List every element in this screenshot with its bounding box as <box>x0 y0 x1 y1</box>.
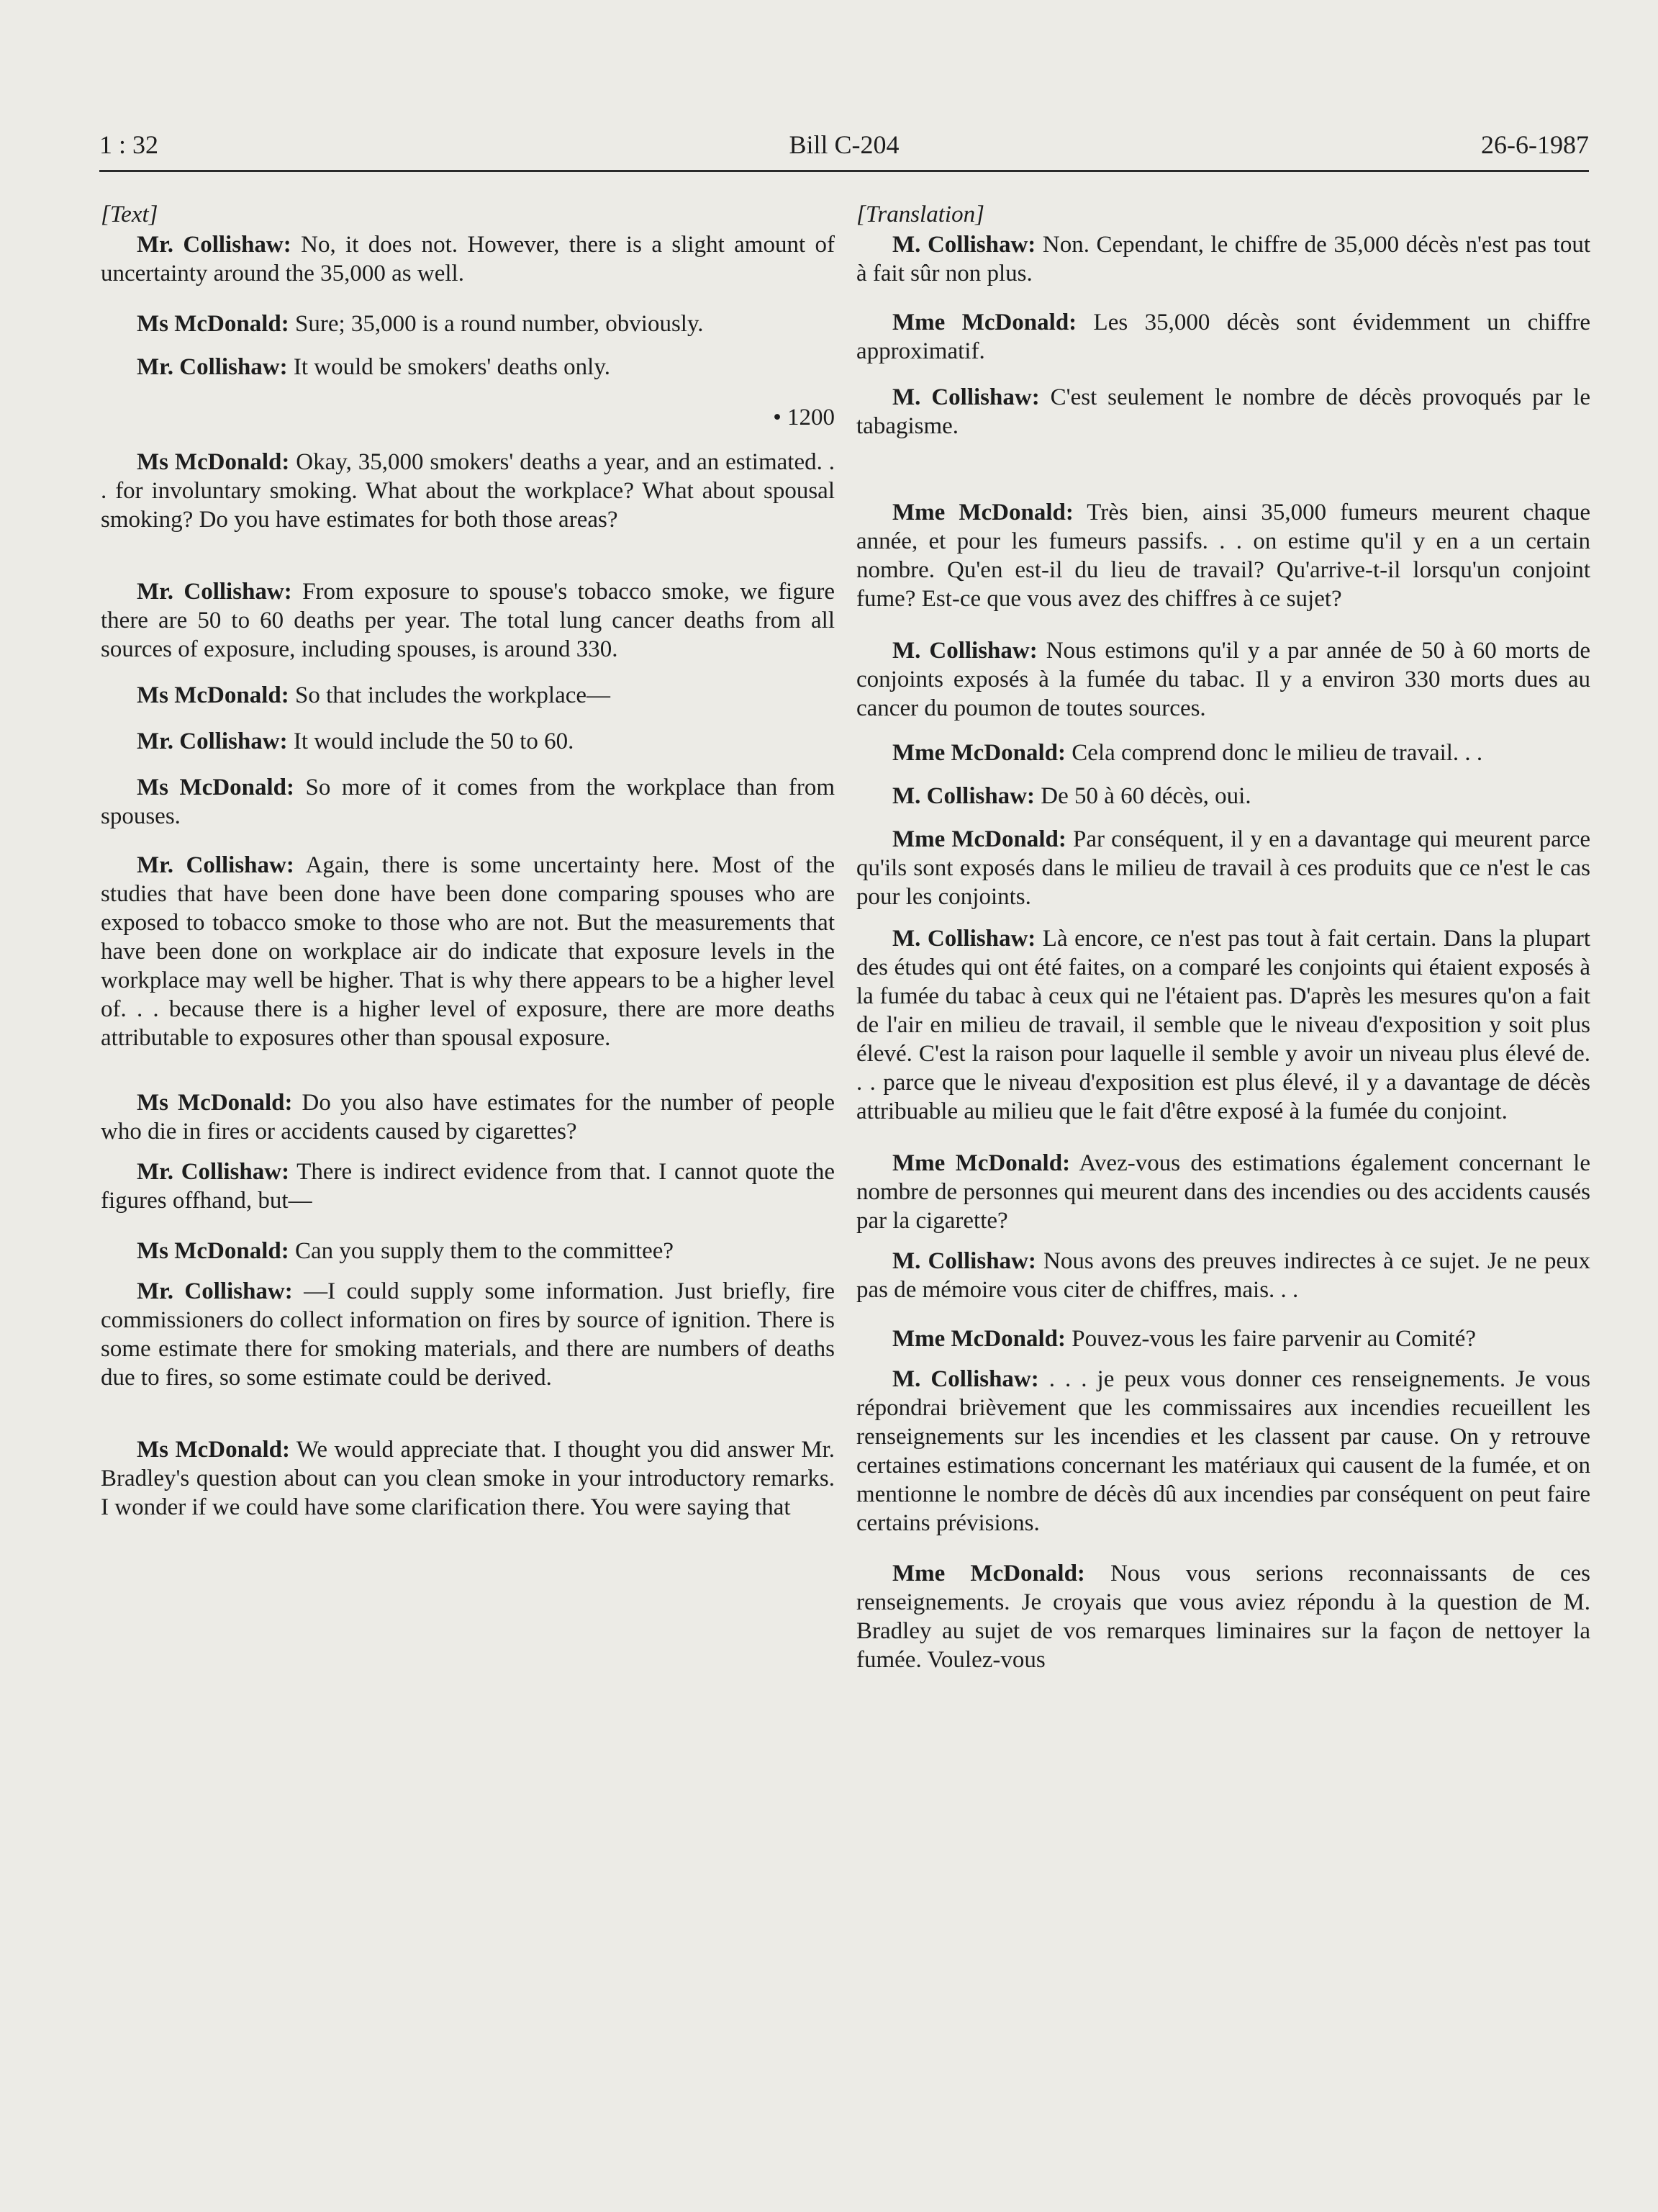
speaker-name: M. Collishaw: <box>892 1366 1039 1392</box>
speaker-name: Ms McDonald: <box>137 449 290 475</box>
speech-text: No, it does not. However, there is a slight amount of uncertainty around the 35,000 as well. <box>101 232 835 286</box>
header-rule <box>99 170 1589 172</box>
speech-text: Nous vous serions reconnaissants de ces renseignements. Je croyais que vous aviez répondu à la question de M. Bradley au sujet de vos remarques liminaires sur la façon de nettoyer la fumée. Voulez-vous <box>856 1561 1590 1673</box>
speaker-name: Mme McDonald: <box>892 1326 1066 1352</box>
speech-paragraph <box>856 230 1590 288</box>
speech-paragraph <box>856 924 1590 1126</box>
speaker-name: Ms McDonald: <box>137 775 295 800</box>
section-label-translation: [Translation] <box>856 202 984 227</box>
speech-text: From exposure to spouse's tobacco smoke, we figure there are 50 to 60 deaths per year. The total lung cancer deaths from all sources of exposure, including spouses, is around 330. <box>101 579 835 662</box>
speech-paragraph <box>101 727 835 756</box>
speaker-name: Mme McDonald: <box>892 310 1077 335</box>
speaker-name: Mr. Collishaw: <box>137 852 294 878</box>
speaker-name: Mme McDonald: <box>892 740 1066 766</box>
speech-paragraph <box>856 739 1590 767</box>
french-column <box>856 200 1590 2187</box>
page-number: 1 : 32 <box>99 130 159 159</box>
speech-paragraph <box>101 1237 835 1265</box>
speech-paragraph <box>101 577 835 664</box>
speech-paragraph <box>101 448 835 534</box>
speech-text: Sure; 35,000 is a round number, obviously. <box>289 311 704 337</box>
speech-paragraph <box>856 498 1590 613</box>
speech-paragraph <box>101 1435 835 1522</box>
speaker-name: Mr. Collishaw: <box>137 1278 293 1304</box>
speaker-name: Ms McDonald: <box>137 311 289 337</box>
speech-text: Okay, 35,000 smokers' deaths a year, and an estimated. . . for involuntary smoking. What about the workplace? What about spousal smoking? Do you have estimates for both those areas? <box>101 449 835 533</box>
speaker-name: M. Collishaw: <box>892 232 1036 258</box>
speaker-name: Ms McDonald: <box>137 1090 293 1116</box>
speech-text: Non. Cependant, le chiffre de 35,000 décès n'est pas tout à fait sûr non plus. <box>856 232 1590 286</box>
speaker-name: Mr. Collishaw: <box>137 1159 290 1185</box>
speech-paragraph <box>856 383 1590 441</box>
speech-text: Again, there is some uncertainty here. Most of the studies that have been done have been done comparing spouses who are exposed to tobacco smoke to those who are not. But the measurements that have been done on workplace air do indicate that exposure levels in the workplace may well be higher. That is why there appears to be a higher level of. . . because there is a higher level of exposure, there are more deaths attributable to exposures other than spousal exposure. <box>101 852 835 1051</box>
speech-paragraph <box>856 636 1590 723</box>
speaker-name: M. Collishaw: <box>892 926 1036 952</box>
speaker-name: Ms McDonald: <box>137 1437 290 1463</box>
speech-text: Très bien, ainsi 35,000 fumeurs meurent chaque année, et pour les fumeurs passifs. . . on estime qu'il y en a un certain nombre. Qu'en est-il du lieu de travail? Qu'arrive-t-il lorsqu'un conjoint fume? Est-ce que vous avez des chiffres à ce sujet? <box>856 500 1590 612</box>
speaker-name: M. Collishaw: <box>892 638 1038 664</box>
speech-paragraph <box>856 308 1590 366</box>
speech-paragraph <box>101 353 835 382</box>
speaker-name: M. Collishaw: <box>892 783 1035 809</box>
speech-paragraph <box>101 681 835 710</box>
speaker-name: Mme McDonald: <box>892 826 1066 852</box>
speech-paragraph <box>101 310 835 338</box>
speech-paragraph <box>856 1149 1590 1235</box>
speech-paragraph <box>101 230 835 288</box>
speech-text: Pouvez-vous les faire parvenir au Comité? <box>1066 1326 1477 1352</box>
speaker-name: Mr. Collishaw: <box>137 579 292 605</box>
speech-text: It would be smokers' deaths only. <box>287 354 610 380</box>
speech-paragraph <box>856 1324 1590 1353</box>
speaker-name: Mr. Collishaw: <box>137 354 288 380</box>
speech-paragraph <box>856 825 1590 911</box>
speech-text: Nous estimons qu'il y a par année de 50 à 60 morts de conjoints exposés à la fumée du tabac. Il y a environ 330 morts dues au cancer du poumon de toutes sources. <box>856 638 1590 721</box>
speech-text: So more of it comes from the workplace than from spouses. <box>101 775 835 829</box>
speech-text: —I could supply some information. Just briefly, fire commissioners do collect information on fires by source of ignition. There is some estimate there for smoking materials, and there are numbers of deaths due to fires, so some estimate could be derived. <box>101 1278 835 1391</box>
header-date: 26-6-1987 <box>1481 130 1589 159</box>
speech-text: Cela comprend donc le milieu de travail. . . <box>1066 740 1483 766</box>
speaker-name: Mme McDonald: <box>892 1561 1085 1586</box>
speaker-name: Mr. Collishaw: <box>137 232 291 258</box>
section-label-text: [Text] <box>101 202 158 227</box>
speaker-name: M. Collishaw: <box>892 1248 1036 1274</box>
speech-paragraph <box>856 782 1590 811</box>
speech-paragraph <box>101 1277 835 1392</box>
speech-paragraph <box>101 1088 835 1146</box>
speech-paragraph <box>856 1365 1590 1538</box>
speech-text: We would appreciate that. I thought you did answer Mr. Bradley's question about can you clean smoke in your introductory remarks. I wonder if we could have some clarification there. You were saying that <box>101 1437 835 1520</box>
speech-text: C'est seulement le nombre de décès provoqués par le tabagisme. <box>856 384 1590 439</box>
speech-paragraph <box>101 1157 835 1215</box>
speaker-name: Mme McDonald: <box>892 500 1074 525</box>
english-column <box>101 200 835 2187</box>
speech-text: Can you supply them to the committee? <box>289 1238 674 1264</box>
speech-paragraph <box>856 1247 1590 1304</box>
page-header <box>99 130 1589 173</box>
speaker-name: M. Collishaw: <box>892 384 1040 410</box>
speech-text: Là encore, ce n'est pas tout à fait certain. Dans la plupart des études qui ont été faites, on a comparé les conjoints qui étaient exposés à la fumée du tabac à ceux qui ne l'étaient pas. D'après les mesures qu'on a fait de l'air en milieu de travail, il semble que le niveau d'exposition y soit plus élevé. C'est la raison pour laquelle il semble y avoir un niveau plus élevé de. . . parce que le niveau d'exposition est plus élevé, il y a davantage de décès attribuable au milieu que le fait d'être exposé à la fumée du conjoint. <box>856 926 1590 1124</box>
speech-text: So that includes the workplace— <box>289 682 611 708</box>
timestamp: • 1200 <box>773 405 835 430</box>
speech-paragraph <box>101 851 835 1052</box>
speech-text: There is indirect evidence from that. I cannot quote the figures offhand, but— <box>101 1159 835 1214</box>
speech-text: Avez-vous des estimations également concernant le nombre de personnes qui meurent dans des incendies ou des accidents causés par la cigarette? <box>856 1150 1590 1234</box>
speaker-name: Mme McDonald: <box>892 1150 1071 1176</box>
speech-text: Do you also have estimates for the number of people who die in fires or accidents caused by cigarettes? <box>101 1090 835 1145</box>
speech-text: Par conséquent, il y en a davantage qui meurent parce qu'ils sont exposés dans le milieu de travail à ces produits que ce n'est le cas pour les conjoints. <box>856 826 1590 910</box>
speech-text: De 50 à 60 décès, oui. <box>1035 783 1251 809</box>
speech-text: Nous avons des preuves indirectes à ce sujet. Je ne peux pas de mémoire vous citer de chiffres, mais. . . <box>856 1248 1590 1303</box>
bill-title: Bill C-204 <box>789 130 900 159</box>
speech-text: Les 35,000 décès sont évidemment un chiffre approximatif. <box>856 310 1590 364</box>
speech-text: . . . je peux vous donner ces renseignements. Je vous répondrai brièvement que les commissaires aux incendies recueillent les renseignements sur les incendies et les classent par cause. On y retrouve certaines estimations concernant les matériaux qui causent de la fumée, et on mentionne le nombre de décès dû aux incendies par conséquent on peut faire certains prévisions. <box>856 1366 1590 1536</box>
speaker-name: Ms McDonald: <box>137 682 289 708</box>
speech-paragraph <box>856 1559 1590 1674</box>
speech-text: It would include the 50 to 60. <box>287 728 574 754</box>
speaker-name: Ms McDonald: <box>137 1238 289 1264</box>
speaker-name: Mr. Collishaw: <box>137 728 288 754</box>
speech-paragraph <box>101 773 835 831</box>
